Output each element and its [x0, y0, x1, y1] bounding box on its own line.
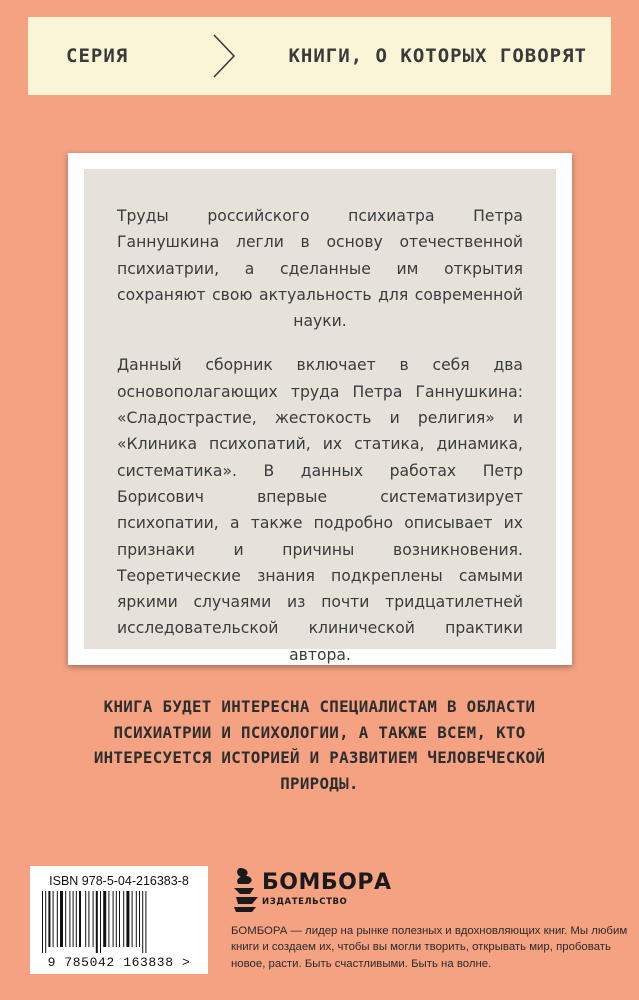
- publisher-logo: [232, 866, 392, 916]
- description-paragraph-1: Труды российского психиатра Петра Ганнушкина легли в основу отечественной психиатрии, а сделанные им открытия сохраняют свою актуальность для современной науки.: [117, 207, 523, 331]
- barcode-bar: [57, 891, 58, 947]
- barcode-bar: [65, 891, 66, 947]
- barcode-icon: [40, 891, 198, 953]
- barcode-bar: [73, 891, 74, 947]
- barcode-bar: [126, 891, 129, 947]
- barcode-bar: [79, 891, 81, 947]
- barcode-bar: [96, 891, 98, 953]
- barcode-bar: [45, 891, 46, 953]
- barcode-bar: [88, 891, 89, 947]
- description-card-inner: [84, 169, 556, 664]
- barcode-bar: [60, 891, 63, 947]
- barcode-bar: [76, 891, 77, 947]
- barcode-digits: 9 785042 163838 >: [47, 955, 191, 970]
- isbn-text: ISBN 978-5-04-216383-8: [49, 874, 189, 888]
- barcode-bar: [119, 891, 120, 947]
- barcode-bar: [100, 891, 101, 953]
- barcode-bar: [103, 891, 106, 947]
- series-title: КНИГИ, О КОТОРЫХ ГОВОРЯТ: [288, 45, 587, 67]
- chevron-right-icon: [208, 31, 238, 81]
- barcode-bar: [113, 891, 114, 947]
- description-paragraph-2: Данный сборник включает в себя два основополагающих труда Петра Ганнушкина: «Сладострастие, жестокость и религия» и «Клиника психопатий, их статика, динамика, систематика». В данных работах Петр Борисович впервые систематизирует психопатии, а также подробно описывает их признаки и причины возникновения. Теоретические знания подкреплены самыми яркими случаями из почти тридцатилетней исследовательской клинической практики автора.: [117, 356, 523, 664]
- barcode-bar: [93, 891, 94, 947]
- barcode-bar: [108, 891, 109, 947]
- audience-tagline: КНИГА БУДЕТ ИНТЕРЕСНА СПЕЦИАЛИСТАМ В ОБЛАСТИ ПСИХИАТРИИ И ПСИХОЛОГИИ, А ТАКЖЕ ВСЕМ, КТО ИНТЕРЕСУЕТСЯ ИСТОРИЕЙ И РАЗВИТИЕМ ЧЕЛОВЕЧЕСКОЙ ПРИРОДЫ.: [93, 697, 546, 793]
- barcode-bar: [116, 891, 117, 947]
- description-card: [68, 153, 572, 665]
- barcode-box: [30, 866, 208, 974]
- bombora-logo-icon: [232, 866, 260, 914]
- barcode-bar: [136, 891, 137, 947]
- barcode-bar: [145, 891, 146, 953]
- publisher-subtitle: ИЗДАТЕЛЬСТВО: [262, 897, 348, 907]
- barcode-bar: [142, 891, 143, 953]
- barcode-bar: [69, 891, 70, 947]
- series-label: СЕРИЯ: [66, 45, 129, 67]
- publisher-description: БОМБОРА — лидер на рынке полезных и вдохновляющих книг. Мы любим книги и создаем их, чтобы вы могли творить, открывать мир, пробовать новое, расти. Быть счастливыми. Быть на волне.: [231, 925, 628, 970]
- barcode-bar: [53, 891, 54, 947]
- barcode-bar: [139, 891, 140, 947]
- description-text: [117, 203, 523, 668]
- barcode-bar: [48, 891, 50, 947]
- barcode-bar: [42, 891, 43, 953]
- barcode-bar: [85, 891, 86, 947]
- series-bar: [28, 17, 611, 95]
- barcode-bar: [132, 891, 133, 947]
- barcode-bar: [123, 891, 124, 947]
- publisher-name: БОМБОРА: [262, 870, 392, 895]
